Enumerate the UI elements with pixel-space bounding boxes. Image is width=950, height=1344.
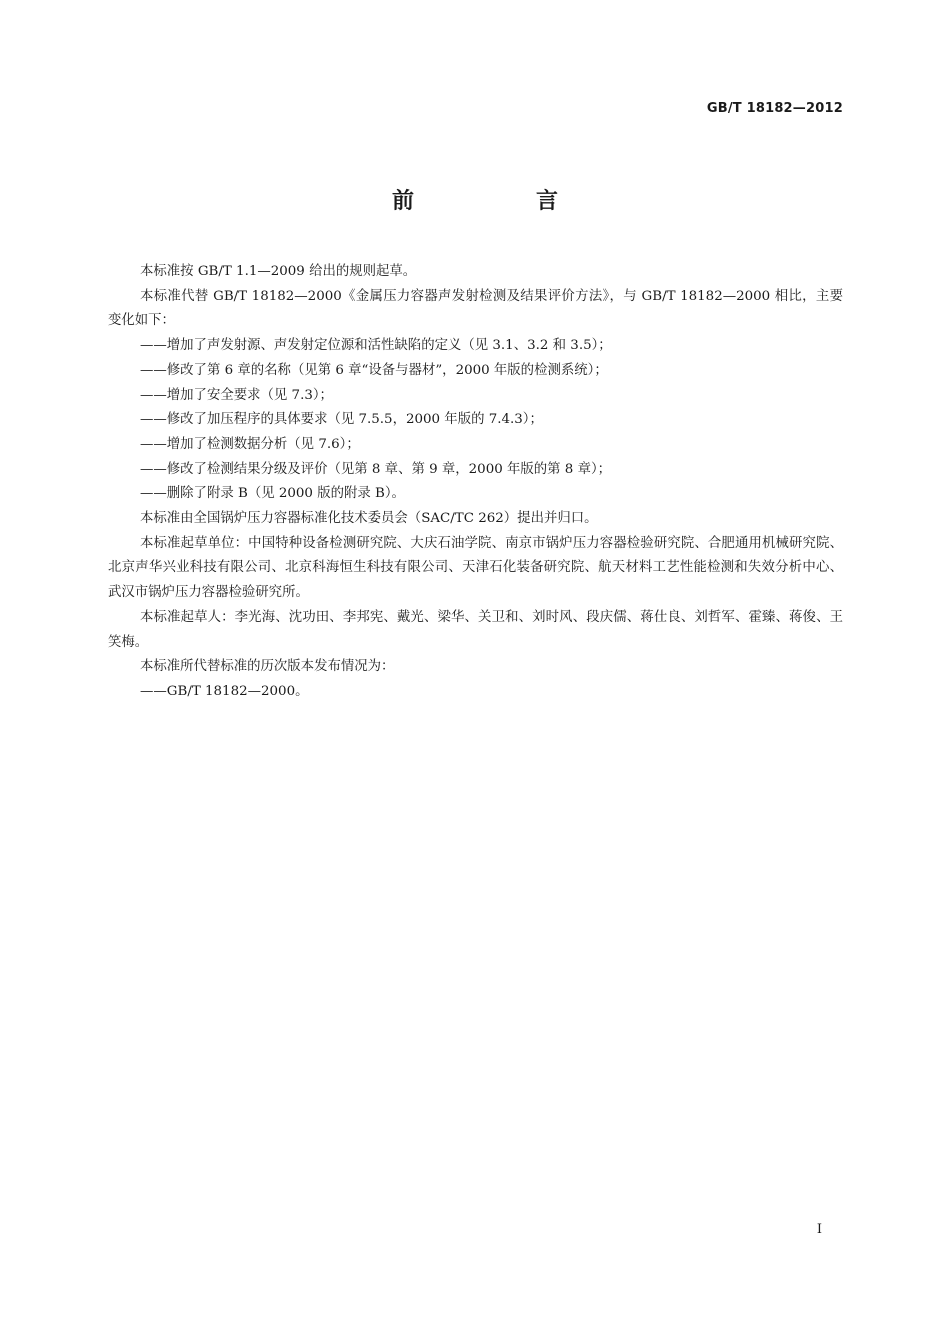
change-item: ——修改了检测结果分级及评价（见第 8 章、第 9 章，2000 年版的第 8 章）； xyxy=(140,461,612,477)
standard-code: GB/T 18182—2012 xyxy=(706,101,843,116)
change-item: ——修改了加压程序的具体要求（见 7.5.5，2000 年版的 7.4.3）； xyxy=(140,412,543,428)
foreword-body xyxy=(108,260,843,705)
change-item: ——增加了声发射源、声发射定位源和活性缺陷的定义（见 3.1、3.2 和 3.5）； xyxy=(140,338,612,354)
change-item: ——修改了第 6 章的名称（见第 6 章“设备与器材”，2000 年版的检测系统）； xyxy=(140,362,608,378)
paragraph: 本标准由全国锅炉压力容器标准化技术委员会（SAC/TC 262）提出并归口。 xyxy=(140,511,598,527)
page-title: 前 言 xyxy=(391,189,608,214)
paragraph: 本标准按 GB/T 1.1—2009 给出的规则起草。 xyxy=(140,264,417,279)
change-item: ——增加了安全要求（见 7.3）； xyxy=(140,387,333,403)
paragraph: 本标准所代替标准的历次版本发布情况为： xyxy=(140,659,395,675)
page-number: I xyxy=(816,1222,822,1237)
paragraph: 本标准代替 GB/T 18182—2000《金属压力容器声发射检测及结果评价方法》，与 GB/T 18182—2000 相比，主要变化如下： xyxy=(108,288,843,329)
paragraph: 本标准起草人：李光海、沈功田、李邦宪、戴光、梁华、关卫和、刘时风、段庆儒、蒋仕良、刘哲军、霍臻、蒋俊、王笑梅。 xyxy=(108,609,843,650)
change-item: ——增加了检测数据分析（见 7.6）； xyxy=(140,436,360,452)
change-item: ——删除了附录 B（见 2000 版的附录 B）。 xyxy=(140,486,405,502)
paragraph: 本标准起草单位：中国特种设备检测研究院、大庆石油学院、南京市锅炉压力容器检验研究院、合肥通用机械研究院、北京声华兴业科技有限公司、北京科海恒生科技有限公司、天津石化装备研究院、航天材料工艺性能检测和失效分析中心、武汉市锅炉压力容器检验研究所。 xyxy=(108,535,843,601)
change-item: ——GB/T 18182—2000。 xyxy=(140,683,309,699)
